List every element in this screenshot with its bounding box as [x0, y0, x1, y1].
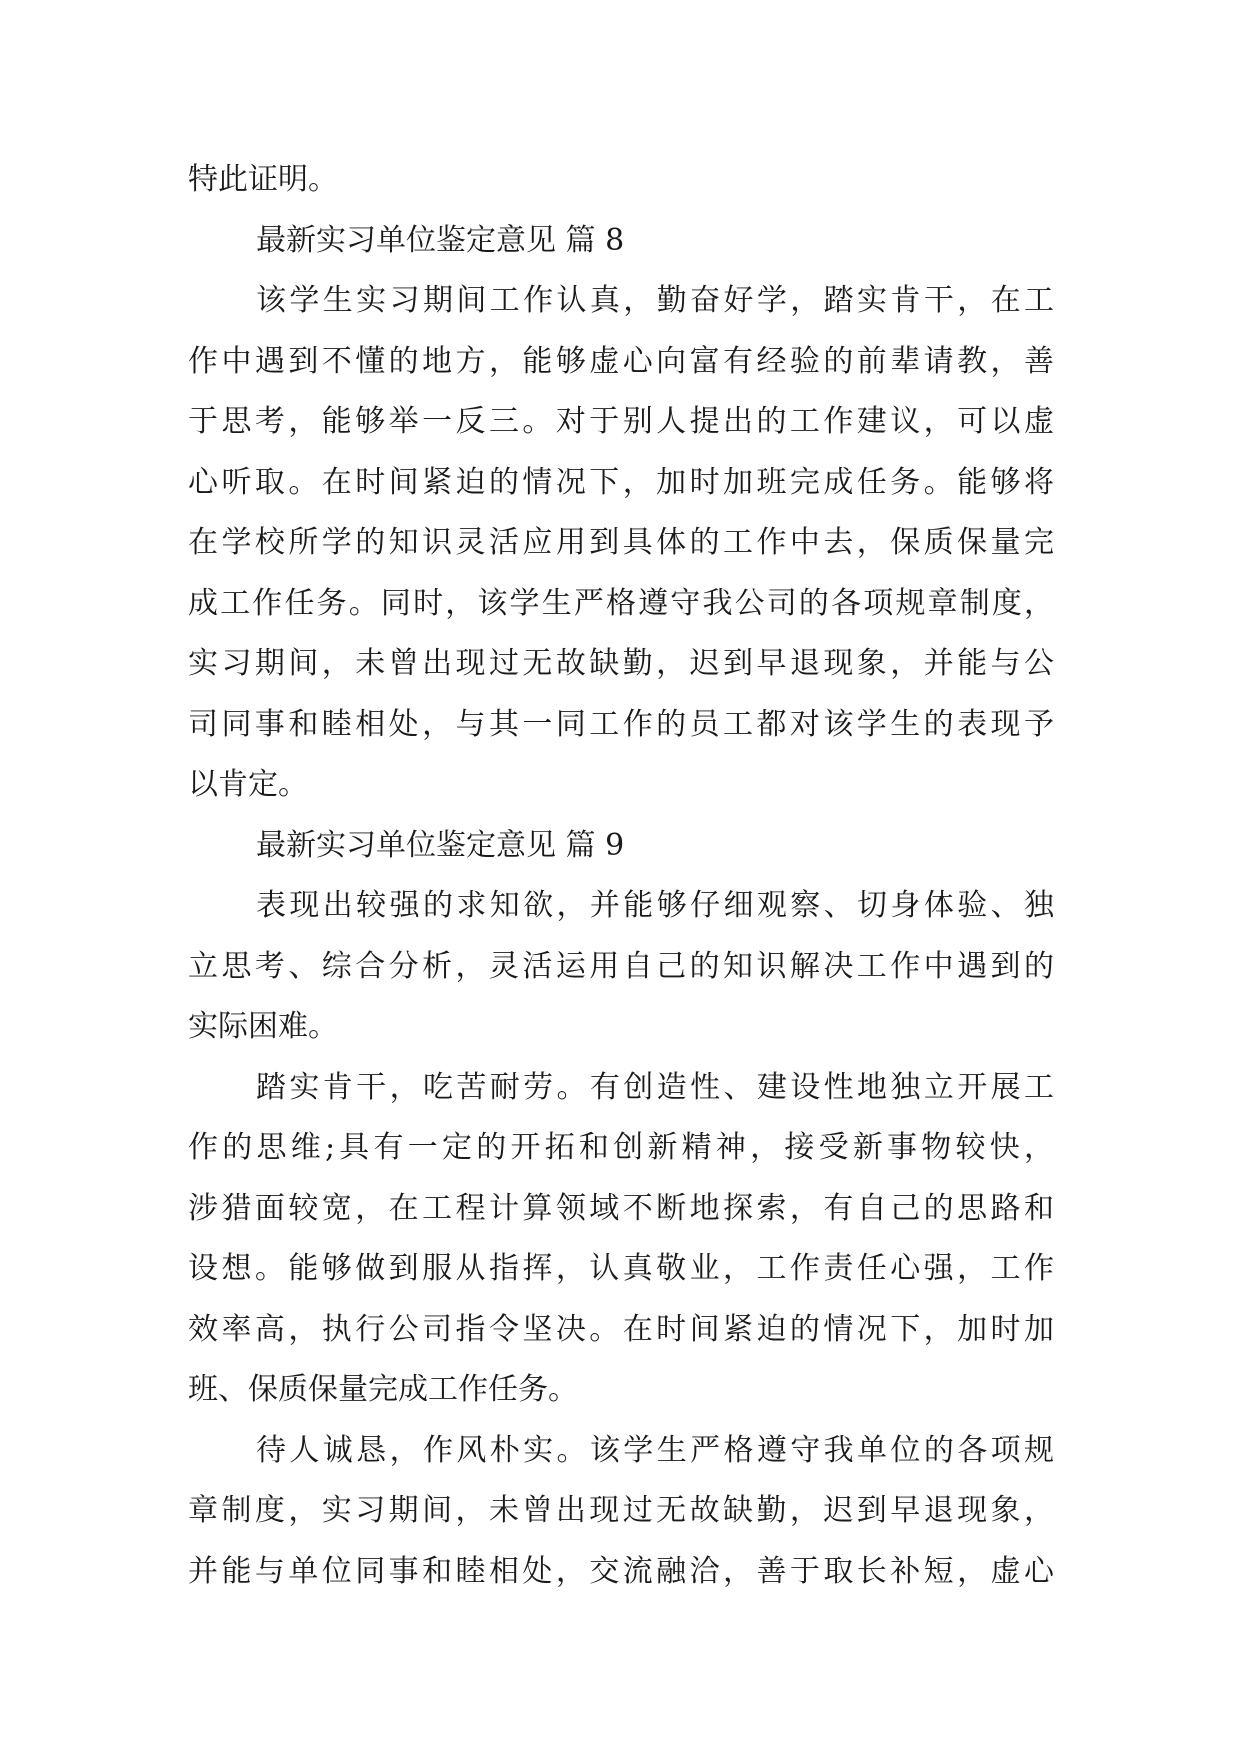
text-line: 表现出较强的求知欲，并能够仔细观察、切身体验、独: [256, 888, 1054, 923]
text-line: 并能与单位同事和睦相处，交流融洽，善于取长补短，虚心: [188, 1553, 1054, 1589]
text-line: 作的思维;具有一定的开拓和创新精神，接受新事物较快，: [188, 1130, 1054, 1165]
text-line: 最新实习单位鉴定意见 篇 9: [256, 827, 625, 863]
text-line: 实习期间，未曾出现过无故缺勤，迟到早退现象，并能与公: [188, 646, 1054, 681]
text-line: 在学校所学的知识灵活应用到具体的工作中去，保质保量完: [188, 525, 1054, 560]
text-line: 章制度，实习期间，未曾出现过无故缺勤，迟到早退现象，: [188, 1493, 1054, 1528]
text-line: 作中遇到不懂的地方，能够虚心向富有经验的前辈请教，善: [188, 343, 1054, 379]
text-line: 效率高，执行公司指令坚决。在时间紧迫的情况下，加时加: [188, 1311, 1054, 1347]
text-line: 实际困难。: [188, 1009, 338, 1044]
text-line: 班、保质保量完成工作任务。: [188, 1372, 578, 1407]
text-line: 该学生实习期间工作认真，勤奋好学，踏实肯干，在工: [256, 283, 1054, 318]
text-line: 待人诚恳，作风朴实。该学生严格遵守我单位的各项规: [256, 1432, 1054, 1468]
text-line: 踏实肯干，吃苦耐劳。有创造性、建设性地独立开展工: [256, 1069, 1054, 1105]
text-line: 司同事和睦相处，与其一同工作的员工都对该学生的表现予: [188, 706, 1054, 742]
text-line: 涉猎面较宽，在工程计算领域不断地探索，有自己的思路和: [188, 1190, 1054, 1226]
text-line: 立思考、综合分析，灵活运用自己的知识解决工作中遇到的: [188, 948, 1054, 984]
text-line: 以肯定。: [188, 767, 308, 802]
text-line: 最新实习单位鉴定意见 篇 8: [256, 222, 625, 258]
text-line: 设想。能够做到服从指挥，认真敬业，工作责任心强，工作: [188, 1251, 1054, 1286]
document-page: [188, 150, 1054, 1602]
text-line: 成工作任务。同时，该学生严格遵守我公司的各项规章制度，: [188, 585, 1054, 621]
text-line: 特此证明。: [188, 162, 338, 197]
text-line: 于思考，能够举一反三。对于别人提出的工作建议，可以虚: [188, 404, 1054, 439]
text-line: 心听取。在时间紧迫的情况下，加时加班完成任务。能够将: [188, 464, 1054, 500]
